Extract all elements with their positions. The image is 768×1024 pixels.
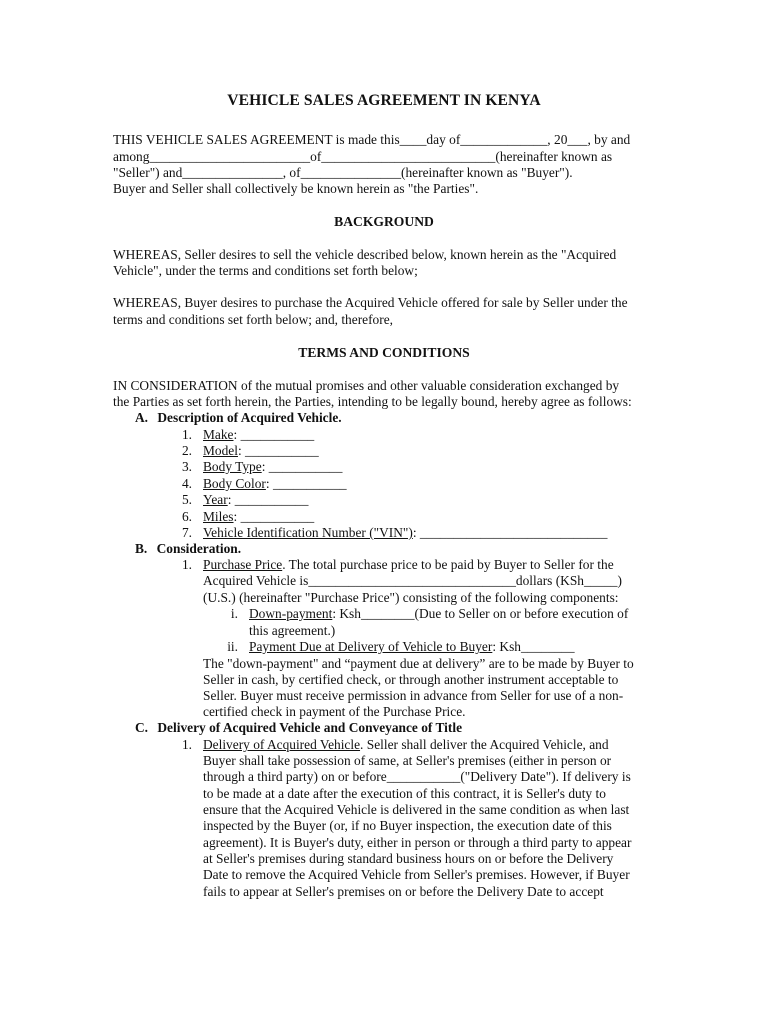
field-label: Model xyxy=(203,443,238,458)
vehicle-field-year xyxy=(180,492,308,508)
sub-item-label: Payment Due at Delivery of Vehicle to Buyer xyxy=(249,639,493,654)
sub-item-number: ii. xyxy=(227,639,238,654)
sub-item-label: Down-payment xyxy=(249,606,333,621)
paragraph-line: The "down-payment" and “payment due at delivery” are to be made by Buyer to xyxy=(203,656,634,671)
section-a-heading xyxy=(135,410,342,426)
field-label: Miles xyxy=(203,509,234,524)
vehicle-field-make xyxy=(180,427,314,443)
field-label: Make xyxy=(203,427,234,442)
paragraph-line: through a third party) on or before___________("Delivery Date"). If delivery is xyxy=(203,769,631,784)
field-blank: : ___________ xyxy=(265,476,347,491)
paragraph-line: Date to remove the Acquired Vehicle from Seller's premises. However, if Buyer xyxy=(203,867,630,882)
paragraph-line: Buyer shall take possession of same, at Seller's premises (either in person or xyxy=(203,753,612,768)
section-c-heading xyxy=(135,720,462,736)
paragraph-line: to be made at a date after the execution of this contract, it is Seller's duty to xyxy=(203,786,606,801)
field-blank: : ___________ xyxy=(227,492,309,507)
intro-line: THIS VEHICLE SALES AGREEMENT is made this____day of_____________, 20___, by and xyxy=(113,132,631,147)
field-blank: : ___________ xyxy=(233,427,315,442)
section-marker: A. xyxy=(135,410,149,425)
paragraph-line: fails to appear at Seller's premises on or before the Delivery Date to accept xyxy=(203,884,604,899)
item-label: Delivery of Acquired Vehicle xyxy=(203,737,361,752)
consideration-intro-line: the Parties as set forth herein, the Parties, intending to be legally bound, hereby agree as follows: xyxy=(113,394,632,409)
whereas-line: Vehicle", under the terms and conditions set forth below; xyxy=(113,263,418,278)
whereas-line: WHEREAS, Buyer desires to purchase the Acquired Vehicle offered for sale by Seller under the xyxy=(113,295,628,310)
whereas-line: terms and conditions set forth below; and, therefore, xyxy=(113,312,394,327)
item-number: 2. xyxy=(181,443,192,458)
field-label: Body Type xyxy=(203,459,262,474)
item-number: 5. xyxy=(181,492,192,507)
sub-item-text: : Ksh________(Due to Seller on or before execution of xyxy=(332,606,629,621)
section-title: Consideration. xyxy=(156,541,242,556)
item-number: 1. xyxy=(181,737,192,752)
item-number: 7. xyxy=(181,525,192,540)
vehicle-field-body-color xyxy=(180,476,347,492)
sub-item-number: i. xyxy=(230,606,238,621)
intro-line: among________________________of__________________________(hereinafter known as xyxy=(113,149,613,164)
payment-due-item xyxy=(226,639,575,655)
whereas-line: WHEREAS, Seller desires to sell the vehicle described below, known herein as the "Acquired xyxy=(113,247,617,262)
paragraph-line: ensure that the Acquired Vehicle is delivered in the same condition as when last xyxy=(203,802,630,817)
field-label: Vehicle Identification Number ("VIN") xyxy=(203,525,413,540)
item-text: . Seller shall deliver the Acquired Vehicle, and xyxy=(360,737,609,752)
paragraph-line: inspected by the Buyer (or, if no Buyer inspection, the execution date of this xyxy=(203,818,612,833)
consideration-intro-line: IN CONSIDERATION of the mutual promises and other valuable consideration exchanged by xyxy=(113,378,620,393)
field-label: Year xyxy=(203,492,228,507)
paragraph-line: certified check in payment of the Purchase Price. xyxy=(203,704,466,719)
item-number: 1. xyxy=(181,557,192,572)
item-number: 1. xyxy=(181,427,192,442)
section-b-heading xyxy=(135,541,241,557)
purchase-price-item xyxy=(180,557,614,573)
document-title: VEHICLE SALES AGREEMENT IN KENYA xyxy=(227,92,541,109)
vehicle-field-miles xyxy=(180,509,314,525)
field-blank: : ____________________________ xyxy=(412,525,608,540)
field-label: Body Color xyxy=(203,476,266,491)
vehicle-field-model xyxy=(180,443,319,459)
intro-line: "Seller") and_______________, of_______________(hereinafter known as "Buyer"). xyxy=(113,165,573,180)
field-blank: : ___________ xyxy=(261,459,343,474)
vehicle-field-body-type xyxy=(180,459,342,475)
item-number: 6. xyxy=(181,509,192,524)
section-title: Description of Acquired Vehicle. xyxy=(157,410,342,425)
field-blank: : ___________ xyxy=(233,509,315,524)
field-blank: : ___________ xyxy=(237,443,319,458)
delivery-item xyxy=(180,737,609,753)
section-marker: C. xyxy=(135,720,149,735)
paragraph-line: agreement). It is Buyer's duty, either in person or through a third party to appear xyxy=(203,835,632,850)
sub-item-text: : Ksh________ xyxy=(492,639,575,654)
paragraph-line: this agreement.) xyxy=(249,623,336,638)
down-payment-item xyxy=(226,606,628,622)
item-text: . The total purchase price to be paid by Buyer to Seller for the xyxy=(282,557,614,572)
background-heading: BACKGROUND xyxy=(334,214,434,229)
paragraph-line: at Seller's premises during standard business hours on or before the Delivery xyxy=(203,851,614,866)
intro-line: Buyer and Seller shall collectively be known herein as "the Parties". xyxy=(113,181,479,196)
paragraph-line: (U.S.) (hereinafter "Purchase Price") consisting of the following components: xyxy=(203,590,619,605)
terms-heading: TERMS AND CONDITIONS xyxy=(298,345,470,360)
paragraph-line: Acquired Vehicle is_______________________________dollars (KSh_____) xyxy=(203,573,622,588)
item-number: 3. xyxy=(181,459,192,474)
section-title: Delivery of Acquired Vehicle and Conveyance of Title xyxy=(157,720,463,735)
vehicle-field-vin xyxy=(180,525,607,541)
paragraph-line: Seller in cash, by certified check, or through another instrument acceptable to xyxy=(203,672,619,687)
item-number: 4. xyxy=(181,476,192,491)
item-label: Purchase Price xyxy=(203,557,283,572)
paragraph-line: Seller. Buyer must receive permission in advance from Seller for use of a non- xyxy=(203,688,624,703)
section-marker: B. xyxy=(135,541,148,556)
